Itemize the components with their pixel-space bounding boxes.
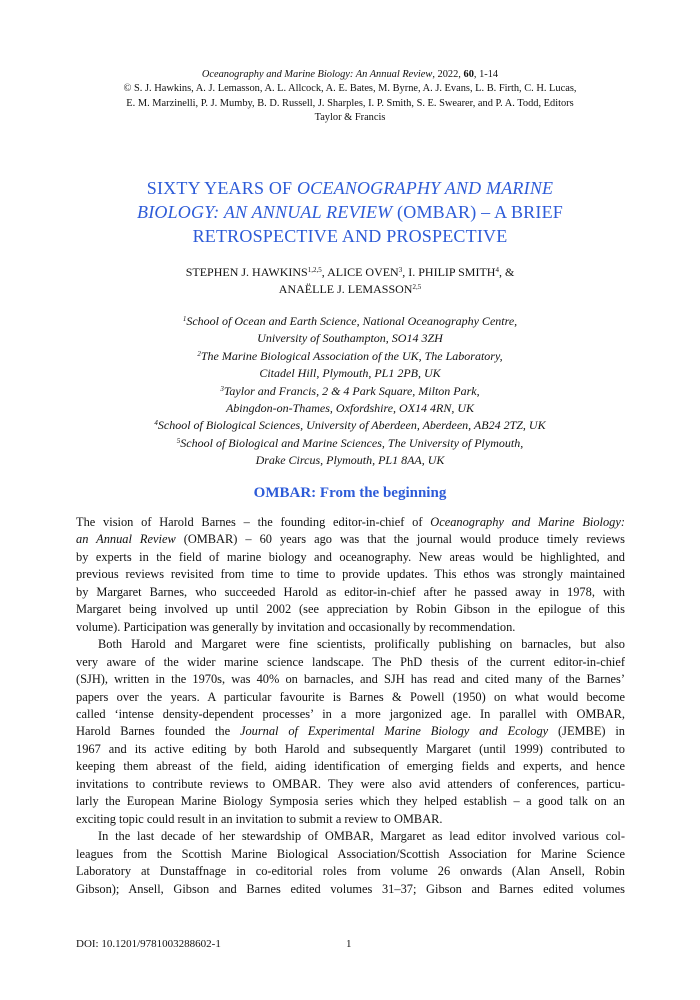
editors-line: © S. J. Hawkins, A. J. Lemasson, A. L. Allcock, A. E. Bates, M. Byrne, A. J. Evans, L. B. Firth, C. H. Lucas, [123, 83, 577, 95]
paragraph-line: Laboratory at Dunstaffnage in co-editorial roles from volume 26 onwards (Alan Ansell, Robin [76, 864, 625, 879]
paragraph-line: keeping them abreast of the field, aiding identification of emerging fields and experts, and hence [76, 759, 625, 774]
section-heading: OMBAR: From the beginning [253, 485, 447, 501]
author-list: STEPHEN J. HAWKINS$^{1,2,5}$, ALICE OVEN$^3$, I. PHILIP SMITH$^4$, & ANAËLLE J. LEMASSON$^{2,5}$ [185, 265, 515, 296]
paragraph-line: leagues from the Scottish Marine Biological Association/Scottish Association for Marine Science [76, 846, 625, 861]
paragraph-line: In the last decade of her stewardship of OMBAR, Margaret as lead editor involved various col- [98, 829, 625, 844]
affiliation: $^1$School of Ocean and Earth Science, National Oceanography Centre, [182, 314, 518, 328]
paragraph-line: larly the European Marine Biology Symposia series which they helped establish – a good talk on an [76, 794, 625, 809]
citation-line: Oceanography and Marine Biology: An Annual Review, 2022, 60, 1-14 [201, 69, 499, 80]
paragraph-line: by experts in the field of marine biology and oceanography. New areas would be highlighted, and [76, 549, 625, 564]
paragraph-line: called ‘intense density-dependent processes’ in a more jargonized age. In parallel with OMBAR, [76, 706, 625, 721]
publisher-line: Taylor & Francis [314, 112, 386, 124]
affiliation: $^3$Taylor and Francis, 2 & 4 Park Square, Milton Park, [220, 383, 480, 398]
paragraph-line: volume). Participation was generally by invitation and occasionally by recommendation. [76, 619, 516, 634]
paragraph-line: very aware of the wider marine science landscape. The PhD thesis of the current editor-in-chief [76, 654, 625, 669]
author-name: ANAËLLE J. LEMASSON [278, 282, 413, 296]
paragraph-line: previous reviews revisited from time to time to provide updates. This ethos was strongly maintained [76, 567, 625, 582]
paragraph-line: Gibson); Ansell, Gibson and Barnes edited volumes 31–37; Gibson and Barnes edited volumes [76, 881, 625, 896]
volume-number: 60 [463, 69, 474, 80]
author-name: STEPHEN J. HAWKINS [185, 265, 308, 279]
author-name: , I. PHILIP SMITH [402, 265, 496, 279]
affiliation: $^5$School of Biological and Marine Sciences, The University of Plymouth, [176, 435, 524, 450]
journal-header [40, 68, 660, 126]
affiliation: $^2$The Marine Biological Association of the UK, The Laboratory, [197, 348, 503, 363]
paragraph-line: Both Harold and Margaret were fine scientists, prolifically publishing on barnacles, but also [98, 637, 625, 652]
paragraph-line: 1967 and its active editing by both Harold and subsequently Margaret (until 1999) contributed to [76, 741, 625, 756]
paragraph-line: The vision of Harold Barnes – the founding editor-in-chief of Oceanography and Marine Biology: [76, 515, 625, 529]
paragraph-line: Harold Barnes founded the Journal of Experimental Marine Biology and Ecology (JEMBE) in [76, 724, 625, 739]
body-text [76, 514, 625, 898]
article-title: SIXTY YEARS OF OCEANOGRAPHY AND MARINE BIOLOGY: AN ANNUAL REVIEW (OMBAR) – A BRIEF RETROSPECTIVE AND PROSPECTIVE [137, 178, 563, 246]
paragraph-line: papers over the years. A particular favourite is Barnes & Powell (1950) on what would become [76, 689, 625, 704]
page-number: 1 [346, 938, 352, 950]
paragraph-line: invitations to contribute reviews to OMBAR. They were also avid attenders of conferences, particu- [76, 776, 625, 791]
author-name: , ALICE OVEN [321, 265, 399, 279]
paragraph-line: by Margaret Barnes, who succeeded Harold as editor-in-chief after he passed away in 1978, with [76, 584, 625, 599]
journal-title: Oceanography and Marine Biology: An Annual Review [201, 69, 433, 80]
paragraph-line: Margaret being involved up until 2002 (see appreciation by Robin Gibson in the epilogue of this [76, 602, 625, 617]
editors-line: E. M. Marzinelli, P. J. Mumby, B. D. Russell, J. Sharples, I. P. Smith, S. E. Swearer, and P. A. Todd, Editors [126, 97, 574, 109]
affiliations: $^1$School of Ocean and Earth Science, National Oceanography Centre, University of Southampton, SO14 3ZH $^2$The Marine Biological Association of the UK, The Laboratory, Citadel Hill, Plymouth, PL1 2PB, UK $^3$Taylor and Francis, 2 & 4 Park Square, Milton Park, Abingdon-on-Thames, Oxfordshire, OX14 4RN, UK $^4$School of Biological Sciences, University of Aberdeen, Aberdeen, AB24 2TZ, UK $^5$School of Biological and Marine Sciences, The University of Plymouth, Drake Circus, Plymouth, PL1 8AA, UK [60, 313, 640, 470]
affiliation: $^4$School of Biological Sciences, University of Aberdeen, Aberdeen, AB24 2TZ, UK [154, 418, 546, 433]
paragraph-line: exciting topic could result in an invitation to submit a review to OMBAR. [76, 811, 443, 826]
paragraph-line: (SJH), written in the 1970s, was 40% on barnacles, and SJH has read and cited many of the Barnes’ [76, 672, 625, 687]
doi-footer: DOI: 10.1201/9781003288602-1 [76, 938, 221, 950]
paragraph-line: an Annual Review (OMBAR) – 60 years ago was that the journal would produce timely reviews [76, 532, 625, 547]
